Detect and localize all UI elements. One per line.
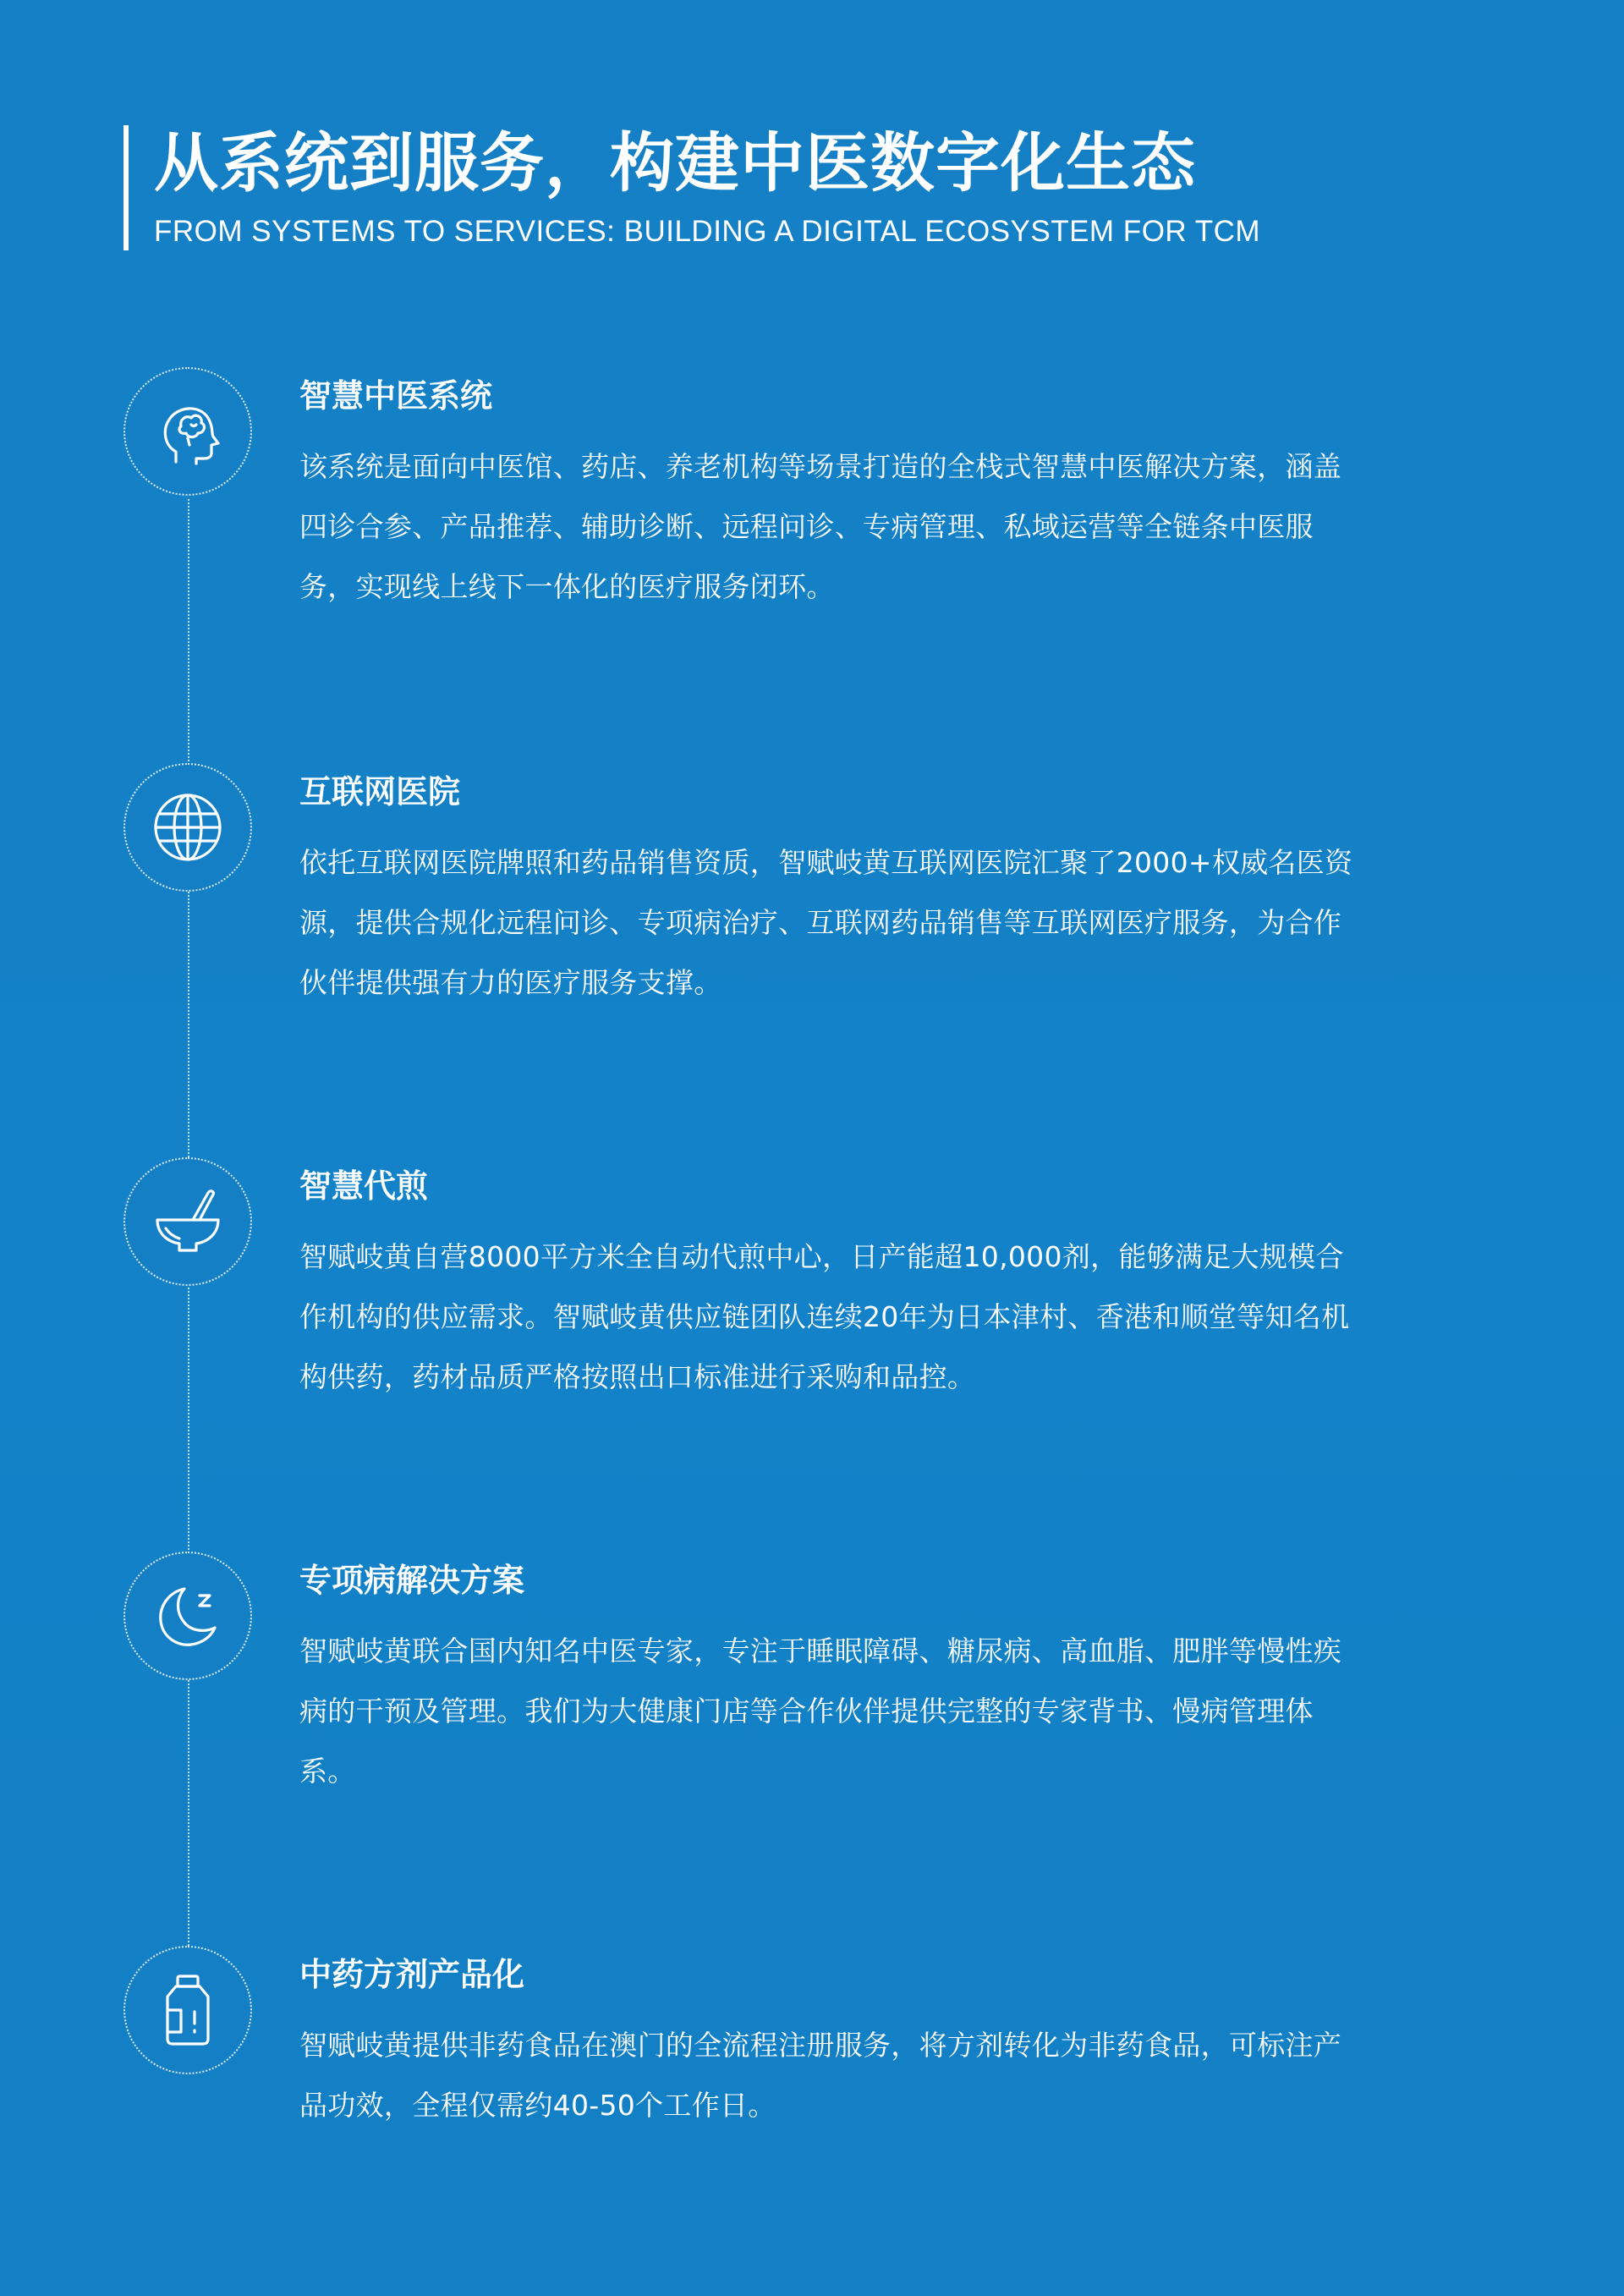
section-body: 该系统是面向中医馆、药店、养老机构等场景打造的全栈式智慧中医解决方案，涵盖四诊合参、产品推荐、辅助诊断、远程问诊、专病管理、私域运营等全链条中医服务，实现线上线下一体化的医疗服务闭环。: [299, 450, 1342, 603]
section-title: 中药方剂产品化: [299, 1956, 525, 1993]
section-body: 智赋岐黄联合国内知名中医专家，专注于睡眠障碍、糖尿病、高血脂、肥胖等慢性疾病的干预及管理。我们为大健康门店等合作伙伴提供完整的专家背书、慢病管理体系。: [299, 1634, 1342, 1788]
page-subtitle: FROM SYSTEMS TO SERVICES: BUILDING A DIGITAL ECOSYSTEM FOR TCM: [154, 215, 1261, 248]
moon-sleep-icon: [123, 1552, 252, 1680]
section-title: 专项病解决方案: [299, 1562, 525, 1599]
page-header: [123, 125, 1392, 250]
header-accent-bar: [123, 125, 129, 250]
head-brain-icon: [123, 367, 252, 496]
section-body: 智赋岐黄提供非药食品在澳门的全流程注册服务，将方剂转化为非药食品，可标注产品功效，全程仅需约40-50个工作日。: [299, 2029, 1342, 2122]
section-title: 互联网医院: [299, 773, 461, 810]
page-title: 从系统到服务，构建中医数字化生态: [154, 125, 1196, 200]
section-body: 智赋岐黄自营8000平方米全自动代煎中心，日产能超10,000剂，能够满足大规模合作机构的供应需求。智赋岐黄供应链团队连续20年为日本津村、香港和顺堂等知名机构供药，药材品质严格按照出口标准进行采购和品控。: [299, 1240, 1350, 1393]
section-title: 智慧中医系统: [299, 377, 493, 415]
section-body: 依托互联网医院牌照和药品销售资质，智赋岐黄互联网医院汇聚了2000+权威名医资源，提供合规化远程问诊、专项病治疗、互联网药品销售等互联网医疗服务，为合作伙伴提供强有力的医疗服务支撑。: [299, 846, 1353, 999]
medicine-bottle-icon: [123, 1946, 252, 2074]
globe-icon: [123, 763, 252, 892]
section-title: 智慧代煎: [299, 1167, 429, 1205]
mortar-pestle-icon: [123, 1157, 252, 1286]
